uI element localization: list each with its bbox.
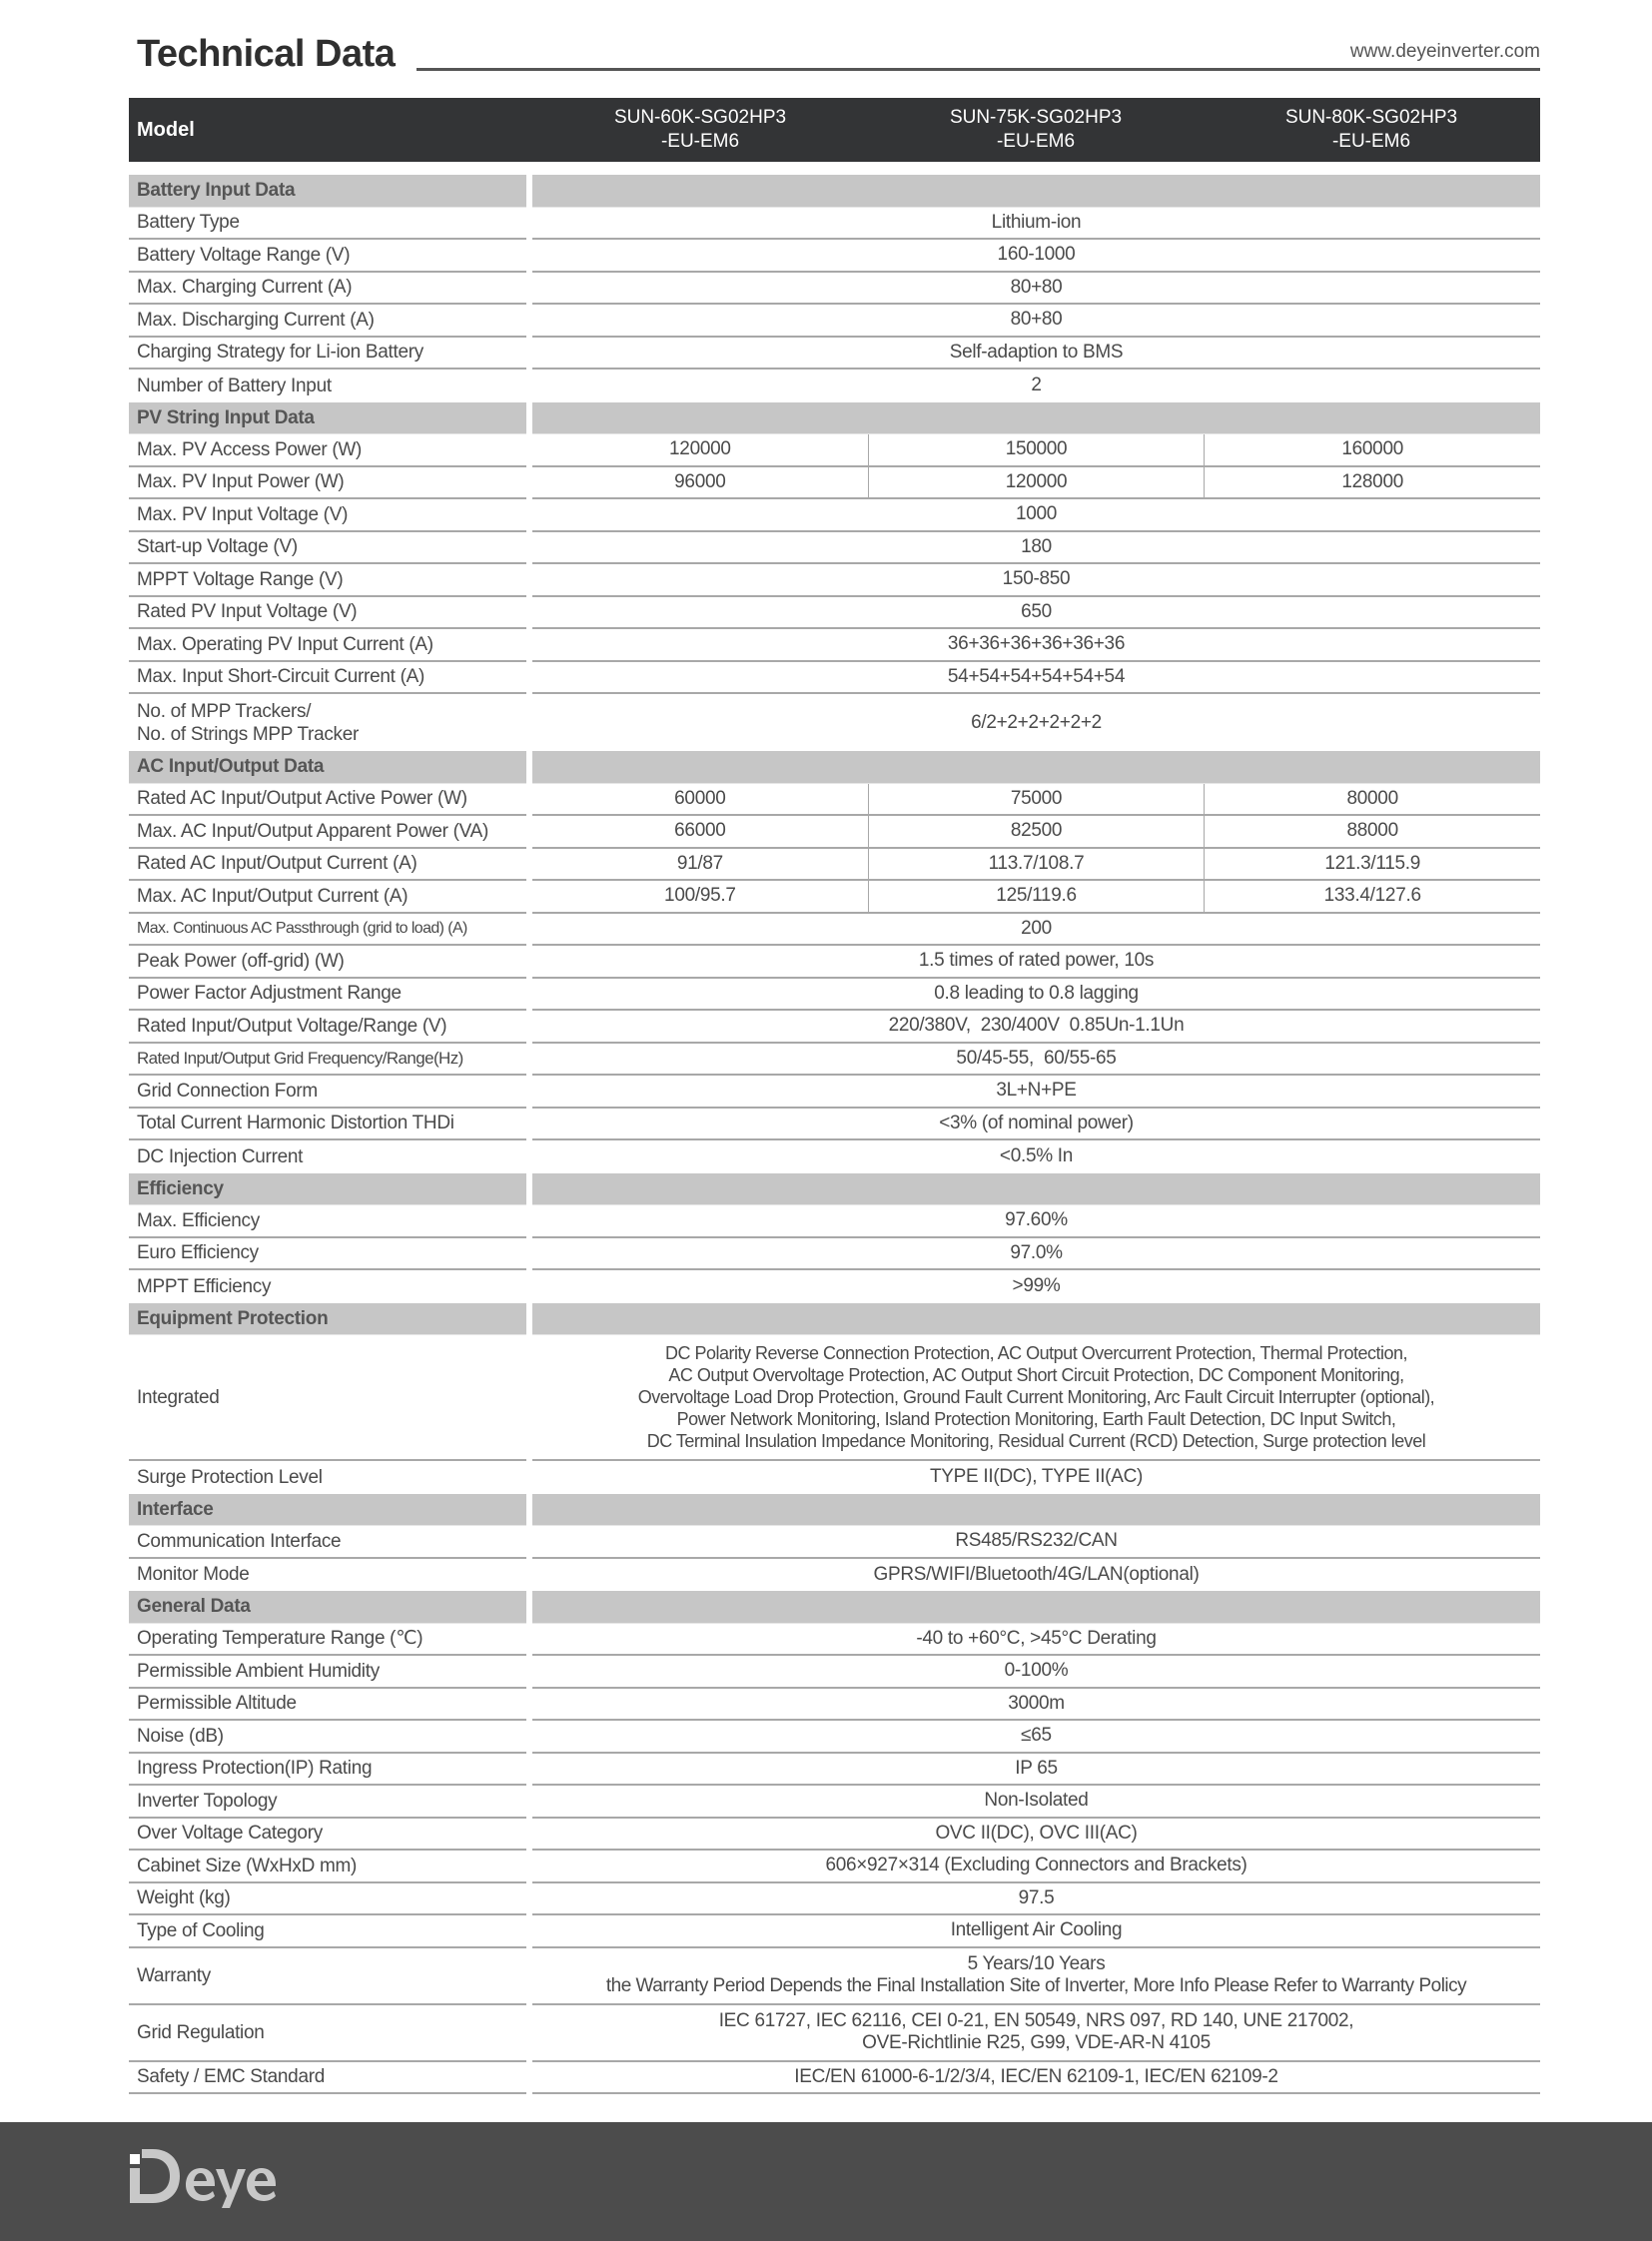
spec-table: [129, 175, 1540, 2094]
model-label: Model: [137, 118, 195, 141]
page-title: Technical Data: [137, 33, 396, 75]
value-line: Power Network Monitoring, Island Protection Monitoring, Earth Fault Detection, DC Input Switch,: [676, 1409, 1396, 1429]
cell: 96000: [532, 467, 869, 498]
table-row: [129, 564, 1540, 597]
table-row: [129, 1754, 1540, 1787]
table-row: [129, 1851, 1540, 1883]
table-row: [129, 881, 1540, 914]
value-line: DC Polarity Reverse Connection Protection, AC Output Overcurrent Protection, Thermal Protection,: [664, 1343, 1407, 1363]
row-label: Communication Interface: [129, 1526, 526, 1559]
table-row: [129, 1689, 1540, 1722]
row-label: MPPT Efficiency: [137, 1275, 272, 1297]
row-label: Permissible Ambient Humidity: [129, 1656, 526, 1689]
row-values: [532, 816, 1540, 849]
table-row: [129, 434, 1540, 467]
section-title: General Data: [129, 1591, 526, 1624]
table-row: [129, 2005, 1540, 2062]
row-value: -40 to +60°C, >45°C Derating: [532, 1624, 1540, 1657]
table-row: [129, 816, 1540, 849]
website-link[interactable]: www.deyeinverter.com: [1349, 41, 1540, 62]
section-fill: [532, 751, 1540, 784]
cell: 88000: [1346, 820, 1398, 842]
cell: 133.4/127.6: [1323, 885, 1421, 907]
table-row: [129, 1140, 1540, 1173]
cell: 113.7/108.7: [869, 849, 1206, 880]
row-value: Non-Isolated: [532, 1786, 1540, 1819]
table-row: [129, 532, 1540, 565]
cell: 150000: [869, 434, 1206, 465]
row-label: Rated Input/Output Grid Frequency/Range(Hz): [129, 1044, 526, 1077]
table-row: [129, 1270, 1540, 1303]
value-line: the Warranty Period Depends the Final Installation Site of Inverter, More Info Please Refer to Warranty Policy: [605, 1975, 1467, 1996]
row-value: [532, 2005, 1540, 2062]
row-label: Monitor Mode: [137, 1564, 250, 1586]
cell: 91/87: [532, 849, 869, 880]
row-value: [532, 1335, 1540, 1461]
table-row: [129, 784, 1540, 817]
table-row: [129, 694, 1540, 751]
cell: 125/119.6: [869, 881, 1206, 912]
value-line: Overvoltage Load Drop Protection, Ground Fault Current Monitoring, Arc Fault Circuit Interrupter (optional),: [637, 1387, 1435, 1407]
row-value: OVC II(DC), OVC III(AC): [532, 1819, 1540, 1852]
row-value: 200: [532, 914, 1540, 947]
row-value: 606×927×314 (Excluding Connectors and Brackets): [532, 1851, 1540, 1883]
row-label: Safety / EMC Standard: [129, 2062, 526, 2095]
value-line: IEC 61727, IEC 62116, CEI 0-21, EN 50549, NRS 097, RD 140, UNE 217002,: [718, 2010, 1354, 2031]
table-row: [129, 597, 1540, 630]
row-label: Max. PV Input Power (W): [129, 467, 526, 500]
row-value: 97.60%: [532, 1205, 1540, 1238]
section-title: Equipment Protection: [129, 1303, 526, 1336]
row-label: Euro Efficiency: [129, 1238, 526, 1271]
row-value: 54+54+54+54+54+54: [532, 662, 1540, 695]
row-value: TYPE II(DC), TYPE II(AC): [929, 1466, 1144, 1488]
row-value: <3% (of nominal power): [532, 1109, 1540, 1141]
value-line: 5 Years/10 Years: [967, 1953, 1106, 1974]
section-header-efficiency: [129, 1173, 1540, 1206]
section-fill: [532, 402, 1540, 435]
table-row: [129, 1948, 1540, 2005]
cell: 82500: [869, 816, 1206, 847]
row-value: Self-adaption to BMS: [532, 338, 1540, 371]
table-row: [129, 1915, 1540, 1948]
model-column-2: [868, 106, 1204, 154]
row-label: DC Injection Current: [137, 1145, 304, 1167]
row-label: Battery Voltage Range (V): [129, 240, 526, 273]
row-label: Permissible Altitude: [129, 1689, 526, 1722]
section-header-protection: [129, 1303, 1540, 1336]
row-label: Ingress Protection(IP) Rating: [129, 1754, 526, 1787]
section-header-interface: [129, 1494, 1540, 1527]
model-suffix: -EU-EM6: [1331, 131, 1411, 152]
row-label: Cabinet Size (WxHxD mm): [129, 1851, 526, 1883]
table-row: [129, 1335, 1540, 1461]
section-fill: [532, 1173, 1540, 1206]
row-values: [532, 784, 1540, 817]
table-row: [129, 946, 1540, 979]
model-suffix: -EU-EM6: [660, 131, 740, 152]
section-title: Battery Input Data: [129, 175, 526, 208]
model-name: SUN-60K-SG02HP3: [613, 107, 787, 128]
row-label: [129, 694, 526, 751]
table-row: [129, 1011, 1540, 1044]
row-value: 2: [1031, 374, 1042, 396]
row-value: [532, 1948, 1540, 2005]
cell: 120000: [869, 467, 1206, 498]
row-value: 80+80: [532, 305, 1540, 338]
row-value: 0-100%: [532, 1656, 1540, 1689]
row-label: Max. Discharging Current (A): [129, 305, 526, 338]
value-line: DC Terminal Insulation Impedance Monitoring, Residual Current (RCD) Detection, Surge protection level: [646, 1431, 1426, 1451]
model-name: SUN-75K-SG02HP3: [949, 107, 1123, 128]
table-row: [129, 1076, 1540, 1109]
row-label: Noise (dB): [129, 1721, 526, 1754]
row-value: ≤65: [532, 1721, 1540, 1754]
row-label: MPPT Voltage Range (V): [129, 564, 526, 597]
table-row: [129, 849, 1540, 882]
table-row: [129, 1559, 1540, 1592]
row-label: Integrated: [129, 1335, 526, 1461]
row-label: Start-up Voltage (V): [129, 532, 526, 565]
row-label: Surge Protection Level: [137, 1466, 323, 1488]
section-title: Interface: [129, 1494, 526, 1527]
row-value: 97.0%: [532, 1238, 1540, 1271]
section-fill: [532, 175, 1540, 208]
table-row: [129, 1786, 1540, 1819]
table-row: [129, 370, 1540, 402]
row-label: Grid Regulation: [129, 2005, 526, 2062]
table-row: [129, 208, 1540, 241]
row-value: 1.5 times of rated power, 10s: [532, 946, 1540, 979]
section-header-general: [129, 1591, 1540, 1624]
row-label: Max. AC Input/Output Apparent Power (VA): [129, 816, 526, 849]
row-label: Inverter Topology: [129, 1786, 526, 1819]
row-value: >99%: [1012, 1275, 1061, 1297]
cell: 100/95.7: [532, 881, 869, 912]
section-header-ac: [129, 751, 1540, 784]
table-row: [129, 1819, 1540, 1852]
table-row: [129, 1624, 1540, 1657]
row-label: Grid Connection Form: [129, 1076, 526, 1109]
row-label: Power Factor Adjustment Range: [129, 979, 526, 1012]
row-value: 150-850: [532, 564, 1540, 597]
row-label: Max. PV Access Power (W): [129, 434, 526, 467]
page-header: [137, 28, 1540, 78]
table-row: [129, 467, 1540, 500]
row-label-line: No. of Strings MPP Tracker: [137, 723, 360, 745]
page-footer: [0, 2122, 1652, 2241]
table-row: [129, 1205, 1540, 1238]
cell: 80000: [1346, 787, 1398, 809]
table-row: [129, 662, 1540, 695]
model-suffix: -EU-EM6: [996, 131, 1076, 152]
row-label: Rated AC Input/Output Active Power (W): [129, 784, 526, 817]
table-row: [129, 1109, 1540, 1141]
row-value: Intelligent Air Cooling: [532, 1915, 1540, 1948]
row-label: Battery Type: [129, 208, 526, 241]
deye-logo-icon: [130, 2148, 280, 2208]
model-column-1: [532, 106, 868, 154]
row-values: [532, 434, 1540, 467]
model-header-row: [129, 98, 1540, 162]
table-row: [129, 338, 1540, 371]
row-value: 6/2+2+2+2+2+2: [971, 711, 1102, 733]
row-label: Max. Efficiency: [129, 1205, 526, 1238]
row-label: Warranty: [129, 1948, 526, 2005]
table-row: [129, 1238, 1540, 1271]
table-row: [129, 273, 1540, 306]
cell: 66000: [532, 816, 869, 847]
row-value: 220/380V, 230/400V 0.85Un-1.1Un: [532, 1011, 1540, 1044]
table-row: [129, 1883, 1540, 1916]
row-value: 3000m: [532, 1689, 1540, 1722]
section-header-battery: [129, 175, 1540, 208]
section-fill: [532, 1303, 1540, 1336]
row-value: <0.5% In: [999, 1145, 1074, 1167]
cell: 120000: [532, 434, 869, 465]
row-value: 80+80: [532, 273, 1540, 306]
row-value: 650: [532, 597, 1540, 630]
row-label: Total Current Harmonic Distortion THDi: [129, 1109, 526, 1141]
row-value: Lithium-ion: [532, 208, 1540, 241]
row-label: Max. AC Input/Output Current (A): [129, 881, 526, 914]
row-value: GPRS/WIFI/Bluetooth/4G/LAN(optional): [873, 1563, 1200, 1585]
row-value: 36+36+36+36+36+36: [532, 629, 1540, 662]
row-value: 1000: [532, 499, 1540, 532]
table-row: [129, 1656, 1540, 1689]
section-fill: [532, 1494, 1540, 1527]
cell: 128000: [1341, 470, 1403, 492]
value-line: AC Output Overvoltage Protection, AC Output Short Circuit Protection, DC Component Monitoring,: [668, 1365, 1404, 1385]
cell: 160000: [1341, 438, 1403, 460]
table-row: [129, 1526, 1540, 1559]
row-value: IEC/EN 61000-6-1/2/3/4, IEC/EN 62109-1, IEC/EN 62109-2: [532, 2062, 1540, 2095]
row-label: Charging Strategy for Li-ion Battery: [129, 338, 526, 371]
table-row: [129, 305, 1540, 338]
section-title: Efficiency: [129, 1173, 526, 1206]
row-label: Max. PV Input Voltage (V): [129, 499, 526, 532]
row-label: Operating Temperature Range (℃): [129, 1624, 526, 1657]
table-row: [129, 1461, 1540, 1494]
section-title: PV String Input Data: [129, 402, 526, 435]
section-title: AC Input/Output Data: [129, 751, 526, 784]
row-value: 50/45-55, 60/55-65: [532, 1044, 1540, 1077]
table-row: [129, 1721, 1540, 1754]
row-label: Number of Battery Input: [137, 374, 332, 396]
row-label-line: No. of MPP Trackers/: [137, 700, 312, 722]
row-label: Type of Cooling: [129, 1915, 526, 1948]
row-value: IP 65: [532, 1754, 1540, 1787]
table-row: [129, 1044, 1540, 1077]
row-value: 97.5: [532, 1883, 1540, 1916]
row-label: Max. Operating PV Input Current (A): [129, 629, 526, 662]
row-label: Max. Charging Current (A): [129, 273, 526, 306]
model-name: SUN-80K-SG02HP3: [1284, 107, 1458, 128]
row-label: Rated AC Input/Output Current (A): [129, 849, 526, 882]
row-label: Rated Input/Output Voltage/Range (V): [129, 1011, 526, 1044]
cell: 60000: [532, 784, 869, 815]
model-column-3: [1204, 106, 1539, 154]
cell: 121.3/115.9: [1324, 852, 1421, 874]
title-underline: [416, 68, 1540, 71]
row-value: 3L+N+PE: [532, 1076, 1540, 1109]
row-value: 0.8 leading to 0.8 lagging: [532, 979, 1540, 1012]
table-row: [129, 2062, 1540, 2095]
row-values: [532, 467, 1540, 500]
row-values: [532, 849, 1540, 882]
cell: 75000: [869, 784, 1206, 815]
section-fill: [532, 1591, 1540, 1624]
row-label: Over Voltage Category: [129, 1819, 526, 1852]
row-value: 160-1000: [532, 240, 1540, 273]
row-label: Max. Continuous AC Passthrough (grid to load) (A): [129, 914, 526, 947]
row-label: Weight (kg): [129, 1883, 526, 1916]
row-values: [532, 881, 1540, 914]
row-label: Peak Power (off-grid) (W): [129, 946, 526, 979]
table-row: [129, 914, 1540, 947]
value-line: OVE-Richtlinie R25, G99, VDE-AR-N 4105: [862, 2032, 1211, 2053]
row-value: 180: [532, 532, 1540, 565]
section-header-pv: [129, 402, 1540, 435]
table-row: [129, 629, 1540, 662]
table-row: [129, 499, 1540, 532]
row-label: Max. Input Short-Circuit Current (A): [129, 662, 526, 695]
row-value: RS485/RS232/CAN: [532, 1526, 1540, 1559]
table-row: [129, 979, 1540, 1012]
table-row: [129, 240, 1540, 273]
row-label: Rated PV Input Voltage (V): [129, 597, 526, 630]
